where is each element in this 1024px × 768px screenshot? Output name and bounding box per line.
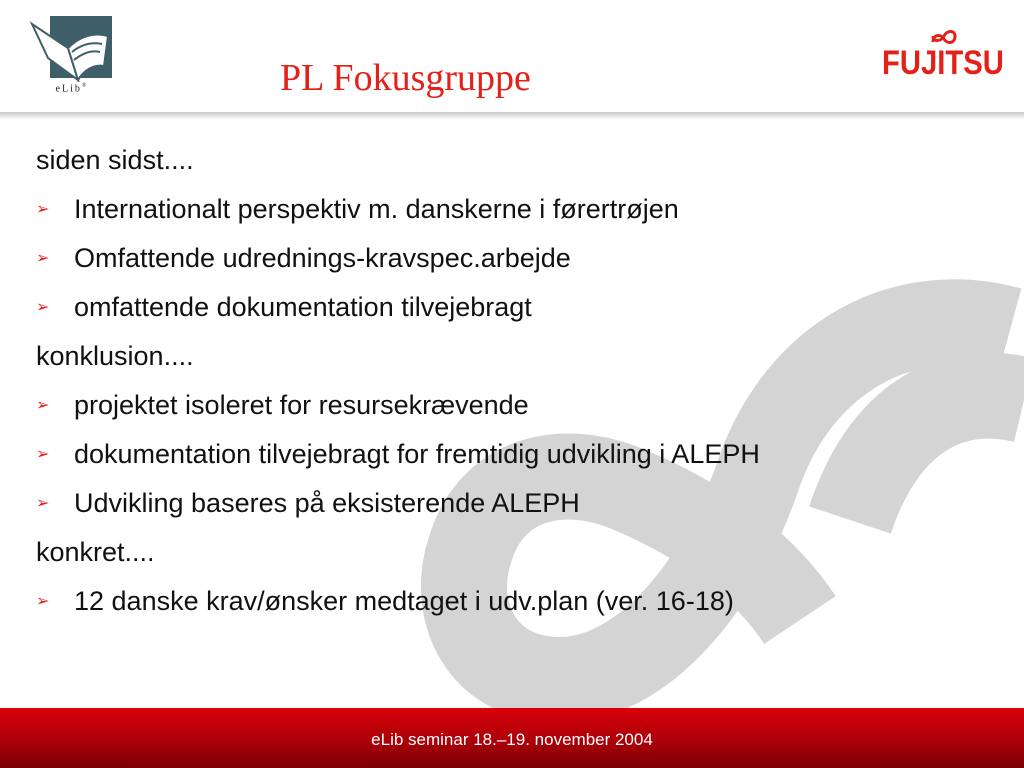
line-text: konklusion....	[36, 341, 194, 371]
line-text: Udvikling baseres på eksisterende ALEPH	[74, 488, 580, 518]
arrow-bullet-icon: ➢	[36, 446, 50, 463]
line-text: 12 danske krav/ønsker medtaget i udv.plan (ver. 16-18)	[74, 586, 734, 616]
line-text: dokumentation tilvejebragt for fremtidig udvikling i ALEPH	[74, 439, 760, 469]
slide-header	[0, 0, 1024, 116]
slide-body	[36, 140, 976, 630]
section-heading	[36, 140, 976, 189]
fujitsu-logo	[880, 28, 1010, 88]
footer-text: eLib seminar 18.–19. november 2004	[371, 730, 653, 749]
bullet-item	[36, 287, 976, 336]
bullet-item	[36, 434, 976, 483]
arrow-bullet-icon: ➢	[36, 593, 50, 610]
bullet-item	[36, 483, 976, 532]
bullet-item	[36, 189, 976, 238]
arrow-bullet-icon: ➢	[36, 201, 50, 218]
arrow-bullet-icon: ➢	[36, 250, 50, 267]
line-text: Omfattende udrednings-kravspec.arbejde	[74, 243, 571, 273]
fujitsu-wordmark: FUJITSU	[882, 44, 1004, 82]
line-text: projektet isoleret for resursekrævende	[74, 390, 529, 420]
elib-logo	[28, 14, 118, 104]
line-text: omfattende dokumentation tilvejebragt	[74, 292, 532, 322]
arrow-bullet-icon: ➢	[36, 495, 50, 512]
line-text: siden sidst....	[36, 145, 194, 175]
elib-logo-text: eLib®	[55, 83, 87, 95]
line-text: konkret....	[36, 537, 155, 567]
bullet-item	[36, 385, 976, 434]
arrow-bullet-icon: ➢	[36, 397, 50, 414]
bullet-item	[36, 581, 976, 630]
slide-footer	[0, 708, 1024, 768]
section-heading	[36, 532, 976, 581]
header-divider	[0, 112, 1024, 120]
section-heading	[36, 336, 976, 385]
arrow-bullet-icon: ➢	[36, 299, 50, 316]
book-icon	[28, 14, 114, 82]
line-text: Internationalt perspektiv m. danskerne i førertrøjen	[74, 194, 679, 224]
slide-title: PL Fokusgruppe	[280, 57, 531, 99]
bullet-item	[36, 238, 976, 287]
